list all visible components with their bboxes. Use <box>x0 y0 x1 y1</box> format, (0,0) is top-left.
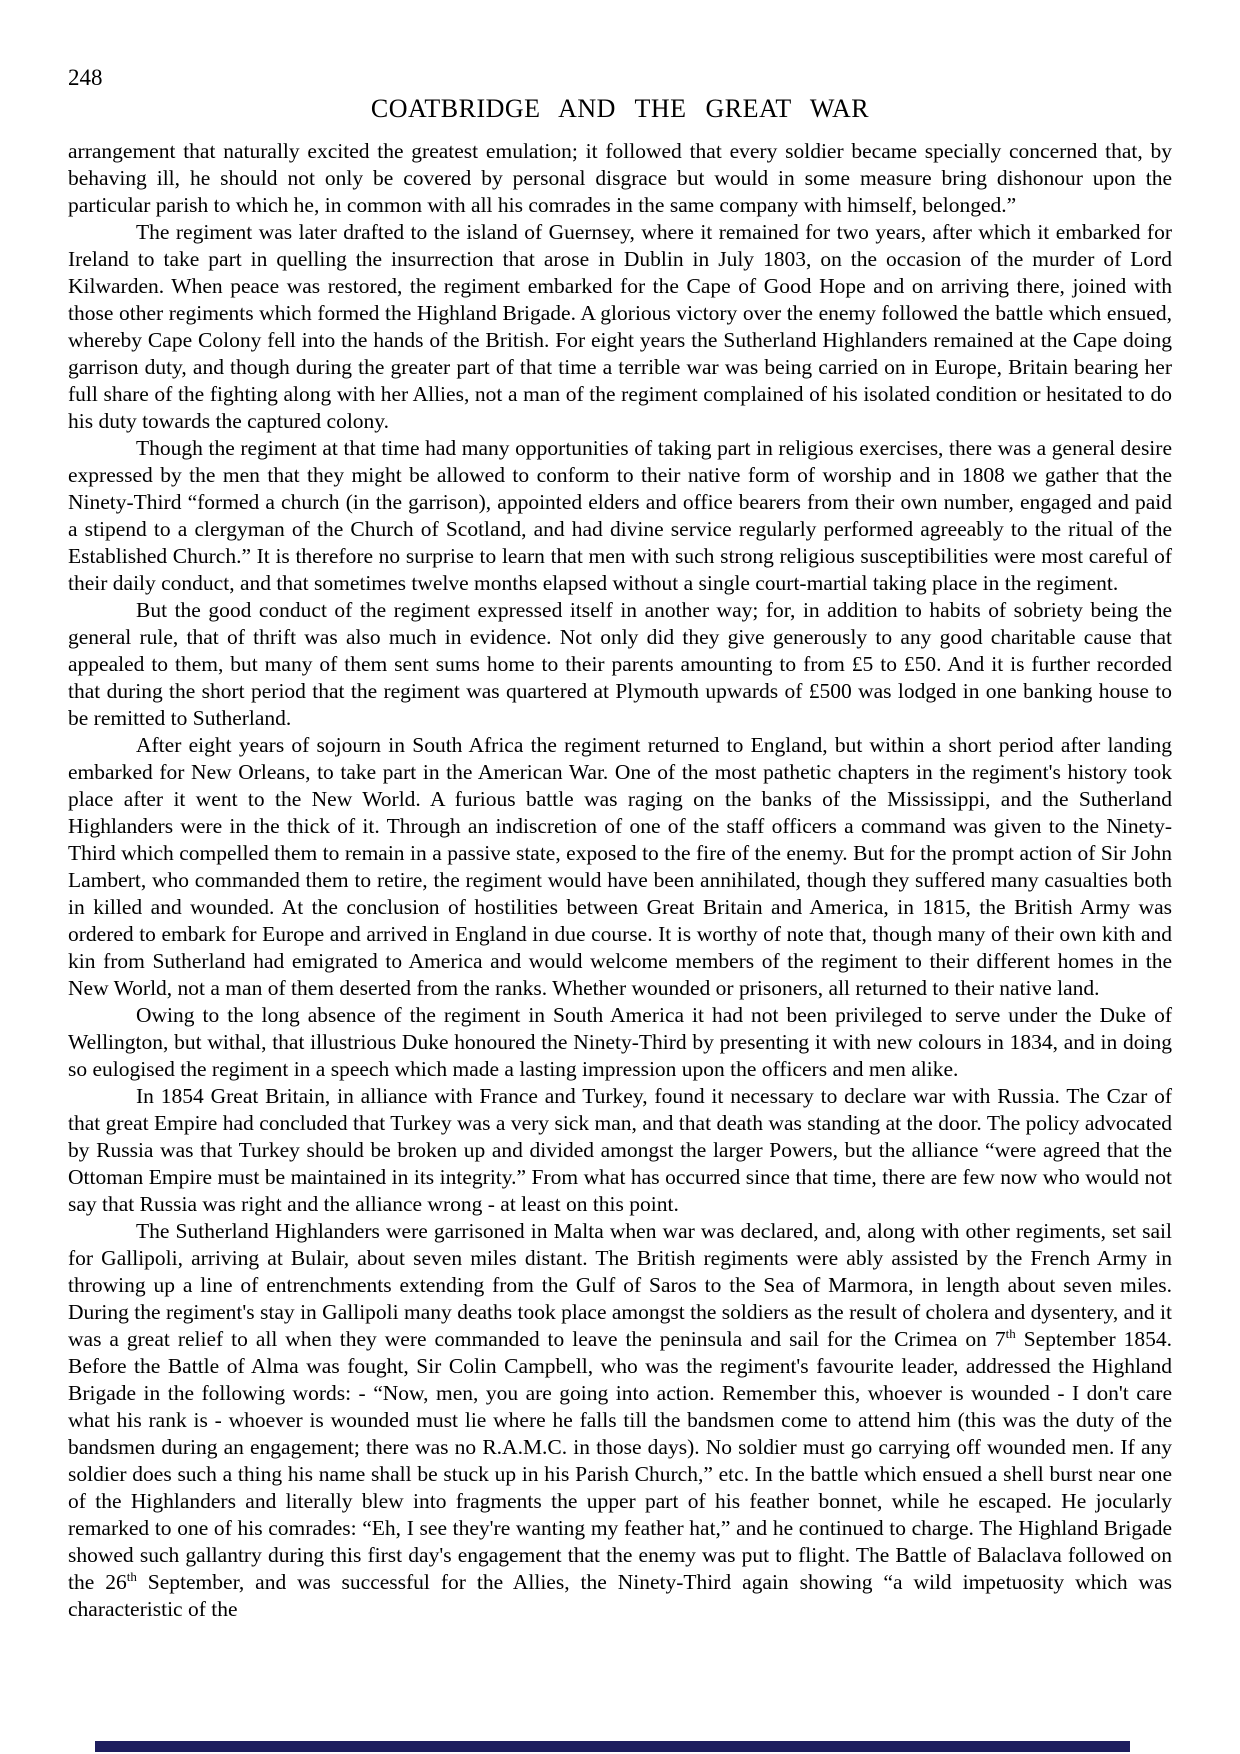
paragraph-text: September 1854. Before the Battle of Alma was fought, Sir Colin Campbell, who was the regiment's favourite leader, addressed the Highland Brigade in the following words: - “Now, men, you are going into action. Remember this, whoever is wounded - I don't care what his rank is - whoever is wounded must lie where he falls till the bandsmen come to attend him (this was the duty of the bandsmen during an engagement; there was no R.A.M.C. in those days). No soldier must go carrying off wounded men. If any soldier does such a thing his name shall be stuck up in his Parish Church,” etc. In the battle which ensued a shell burst near one of the Highlanders and literally blew into fragments the upper part of his feather bonnet, while he escaped. He jocularly remarked to one of his comrades: “Eh, I see they're wanting my feather hat,” and he continued to charge. The Highland Brigade showed such gallantry during this first day's engagement that the enemy was put to flight. The Battle of Balaclava followed on the 26 <box>68 1327 1173 1594</box>
paragraph-text: After eight years of sojourn in South Africa the regiment returned to England, but within a short period after landing embarked for New Orleans, to take part in the American War. One of the most pathetic chapters in the regiment's history took place after it went to the New World. A furious battle was raging on the banks of the Mississippi, and the Sutherland Highlanders were in the thick of it. Through an indiscretion of one of the staff officers a command was given to the Ninety-Third which compelled them to remain in a passive state, exposed to the fire of the enemy. But for the prompt action of Sir John Lambert, who commanded them to retire, the regiment would have been annihilated, though they suffered many casualties both in killed and wounded. At the conclusion of hostilities between Great Britain and America, in 1815, the British Army was ordered to embark for Europe and arrived in England in due course. It is worthy of note that, though many of their own kith and kin from Sutherland had emigrated to America and would welcome members of the regiment to their different homes in the New World, not a man of them deserted from the ranks. Whether wounded or prisoners, all returned to their native land. <box>68 733 1172 1000</box>
page-number: 248 <box>68 65 103 90</box>
paragraph <box>68 1083 1172 1218</box>
body-text <box>68 138 1172 1623</box>
paragraph-text: The Sutherland Highlanders were garrisoned in Malta when war was declared, and, along with other regiments, set sail for Gallipoli, arriving at Bulair, about seven miles distant. The British regiments were ably assisted by the French Army in throwing up a line of entrenchments extending from the Gulf of Saros to the Sea of Marmora, in length about seven miles. During the regiment's stay in Gallipoli many deaths took place amongst the soldiers as the result of cholera and dysentery, and it was a great relief to all when they were commanded to leave the peninsula and sail for the Crimea on 7 <box>68 1219 1172 1351</box>
paragraph-text: Though the regiment at that time had many opportunities of taking part in religious exercises, there was a general desire expressed by the men that they might be allowed to conform to their native form of worship and in 1808 we gather that the Ninety-Third “formed a church (in the garrison), appointed elders and office bearers from their own number, engaged and paid a stipend to a clergyman of the Church of Scotland, and had divine service regularly performed agreeably to the ritual of the Established Church.” It is therefore no surprise to learn that men with such strong religious susceptibilities were most careful of their daily conduct, and that sometimes twelve months elapsed without a single court-martial taking place in the regiment. <box>68 436 1172 595</box>
page-title: COATBRIDGE AND THE GREAT WAR <box>370 94 870 123</box>
paragraph <box>68 597 1172 732</box>
paragraph <box>68 1002 1172 1083</box>
bottom-bar <box>95 1741 1130 1752</box>
paragraph-text: September, and was successful for the Allies, the Ninety-Third again showing “a wild impetuosity which was characteristic of the <box>68 1570 1172 1621</box>
paragraph-text: But the good conduct of the regiment expressed itself in another way; for, in addition to habits of sobriety being the general rule, that of thrift was also much in evidence. Not only did they give generously to any good charitable cause that appealed to them, but many of them sent sums home to their parents amounting to from £5 to £50. And it is further recorded that during the short period that the regiment was quartered at Plymouth upwards of £500 was lodged in one banking house to be remitted to Sutherland. <box>68 598 1172 730</box>
superscript-ordinal: th <box>1005 1325 1016 1341</box>
paragraph-text: The regiment was later drafted to the island of Guernsey, where it remained for two years, after which it embarked for Ireland to take part in quelling the insurrection that arose in Dublin in July 1803, on the occasion of the murder of Lord Kilwarden. When peace was restored, the regiment embarked for the Cape of Good Hope and on arriving there, joined with those other regiments which formed the Highland Brigade. A glorious victory over the enemy followed the battle which ensued, whereby Cape Colony fell into the hands of the British. For eight years the Sutherland Highlanders remained at the Cape doing garrison duty, and though during the greater part of that time a terrible war was being carried on in Europe, Britain bearing her full share of the fighting along with her Allies, not a man of the regiment complained of his isolated condition or hesitated to do his duty towards the captured colony. <box>68 220 1172 433</box>
paragraph-text: In 1854 Great Britain, in alliance with France and Turkey, found it necessary to declare war with Russia. The Czar of that great Empire had concluded that Turkey was a very sick man, and that death was standing at the door. The policy advocated by Russia was that Turkey should be broken up and divided amongst the larger Powers, but the alliance “were agreed that the Ottoman Empire must be maintained in its integrity.” From what has occurred since that time, there are few now who would not say that Russia was right and the alliance wrong - at least on this point. <box>68 1084 1172 1216</box>
superscript-ordinal: th <box>126 1568 137 1584</box>
paragraph <box>68 435 1172 597</box>
paragraph-text: arrangement that naturally excited the greatest emulation; it followed that every soldier became specially concerned that, by behaving ill, he should not only be covered by personal disgrace but would in some measure bring dishonour upon the particular parish to which he, in common with all his comrades in the same company with himself, belonged.” <box>68 139 1172 217</box>
paragraph <box>68 1218 1172 1623</box>
paragraph <box>68 732 1172 1002</box>
paragraph <box>68 138 1172 219</box>
paragraph-text: Owing to the long absence of the regiment in South America it had not been privileged to serve under the Duke of Wellington, but withal, that illustrious Duke honoured the Ninety-Third by presenting it with new colours in 1834, and in doing so eulogised the regiment in a speech which made a lasting impression upon the officers and men alike. <box>68 1003 1172 1081</box>
paragraph <box>68 219 1172 435</box>
